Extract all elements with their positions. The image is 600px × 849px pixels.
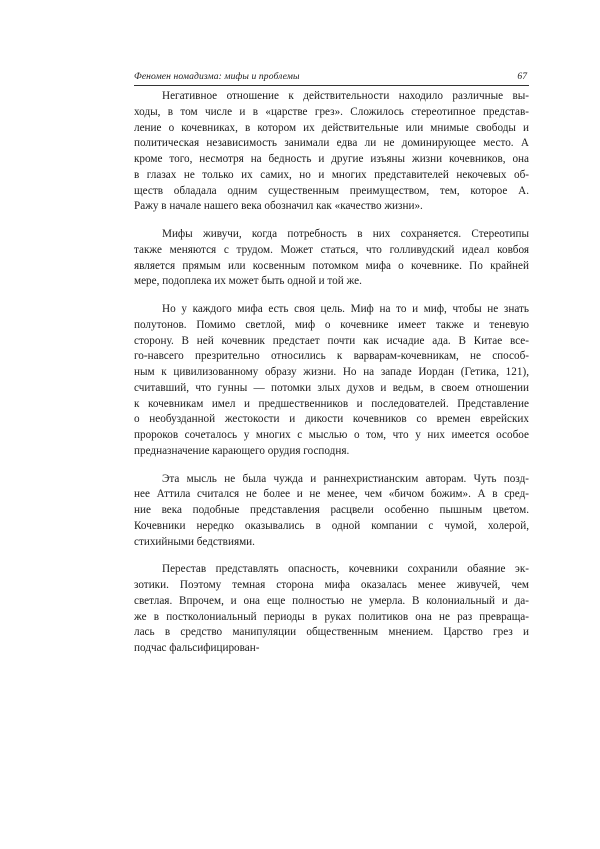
text-line: ление о кочевниках, в котором их действительные или мнимые свободы и <box>134 121 529 134</box>
text-line: предназначение карающего орудия господня. <box>134 444 350 457</box>
text-line: лась в средство манипуляции общественным мнением. Царство грез и <box>134 626 529 639</box>
running-header-title: Феномен номадизма: мифы и проблемы <box>134 71 300 82</box>
text-line: Ражу в начале нашего века обозначил как «качество жизни». <box>134 200 423 213</box>
paragraph <box>134 302 529 460</box>
text-line: же в постколониальный периоды в руках политиков она не раз превраща- <box>134 610 529 623</box>
text-line: в глазах не только их самих, но и многих представителей некочевых об- <box>134 168 529 181</box>
text-line: нее Аттила считался не более и не менее, чем «бичом божим». А в сред- <box>134 488 529 501</box>
text-line: Мифы живучи, когда потребность в них сохраняется. Стереотипы <box>162 228 529 240</box>
text-line: ние века подобные представления расцвели особенно пышным цветом. <box>134 504 529 516</box>
text-line: сторону. В ней кочевник предстает почти как исчадие ада. В Китае все- <box>134 334 529 347</box>
text-line: кроме того, несмотря на бедность и другие изъяны жизни кочевников, она <box>134 153 529 165</box>
text-line: зотики. Поэтому темная сторона мифа оказалась менее живучей, чем <box>134 579 529 591</box>
paragraph <box>134 562 529 657</box>
paragraph <box>134 227 529 290</box>
text-line: светлая. Впрочем, и она еще полностью не умерла. В колониальный и да- <box>134 594 529 607</box>
text-line: пророков сочеталось у многих с мыслью о том, что у них имеется особое <box>134 429 529 441</box>
text-line: мере, подоплека их может быть одной и той же. <box>134 275 362 288</box>
text-line: Негативное отношение к действительности находило различные вы- <box>162 90 529 102</box>
text-line: Но у каждого мифа есть своя цель. Миф на то и миф, чтобы не знать <box>162 303 529 315</box>
text-line: стихийными бедствиями. <box>134 535 255 548</box>
text-line: полутонов. Помимо светлой, миф о кочевнике имеет также и теневую <box>134 318 529 331</box>
text-line: является прямым или косвенным потомком мифа о кочевнике. По крайней <box>134 259 529 272</box>
page-number: 67 <box>517 71 527 82</box>
running-header <box>134 71 529 86</box>
text-line: к кочевникам имел и предшественников и последователей. Представление <box>134 397 529 410</box>
text-line: политическая независимость занимали едва ли не доминирующее место. А <box>134 137 529 150</box>
text-line: го-навсего презрительно относились к варварам-кочевникам, не способ- <box>134 350 529 363</box>
text-line: считавший, что гунны — потомки злых духов и ведьм, в своем отношении <box>134 381 529 394</box>
text-line: ходы, в том числе и в «царстве грез». Сложилось стереотипное представ- <box>134 105 529 118</box>
paragraph <box>134 472 529 551</box>
text-line: Перестав представлять опасность, кочевники сохранили обаяние эк- <box>162 563 529 576</box>
text-line: также меняются с трудом. Может статься, что голливудский идеал ковбоя <box>134 243 529 256</box>
paragraph <box>134 89 529 215</box>
text-line: ным к цивилизованному образу жизни. Но на западе Иордан (Гетика, 121), <box>134 366 529 378</box>
text-line: Кочевники нередко оказывались в одной компании с чумой, холерой, <box>134 519 529 532</box>
text-line: ществ обладала одним существенным преимуществом, тем, которое А. <box>134 184 529 197</box>
text-body <box>134 89 529 669</box>
text-line: подчас фальсифицирован- <box>134 642 260 654</box>
text-line: о необузданной жестокости и дикости кочевников со времен еврейских <box>134 413 529 426</box>
text-line: Эта мысль не была чужда и раннехристианским авторам. Чуть позд- <box>162 472 529 485</box>
